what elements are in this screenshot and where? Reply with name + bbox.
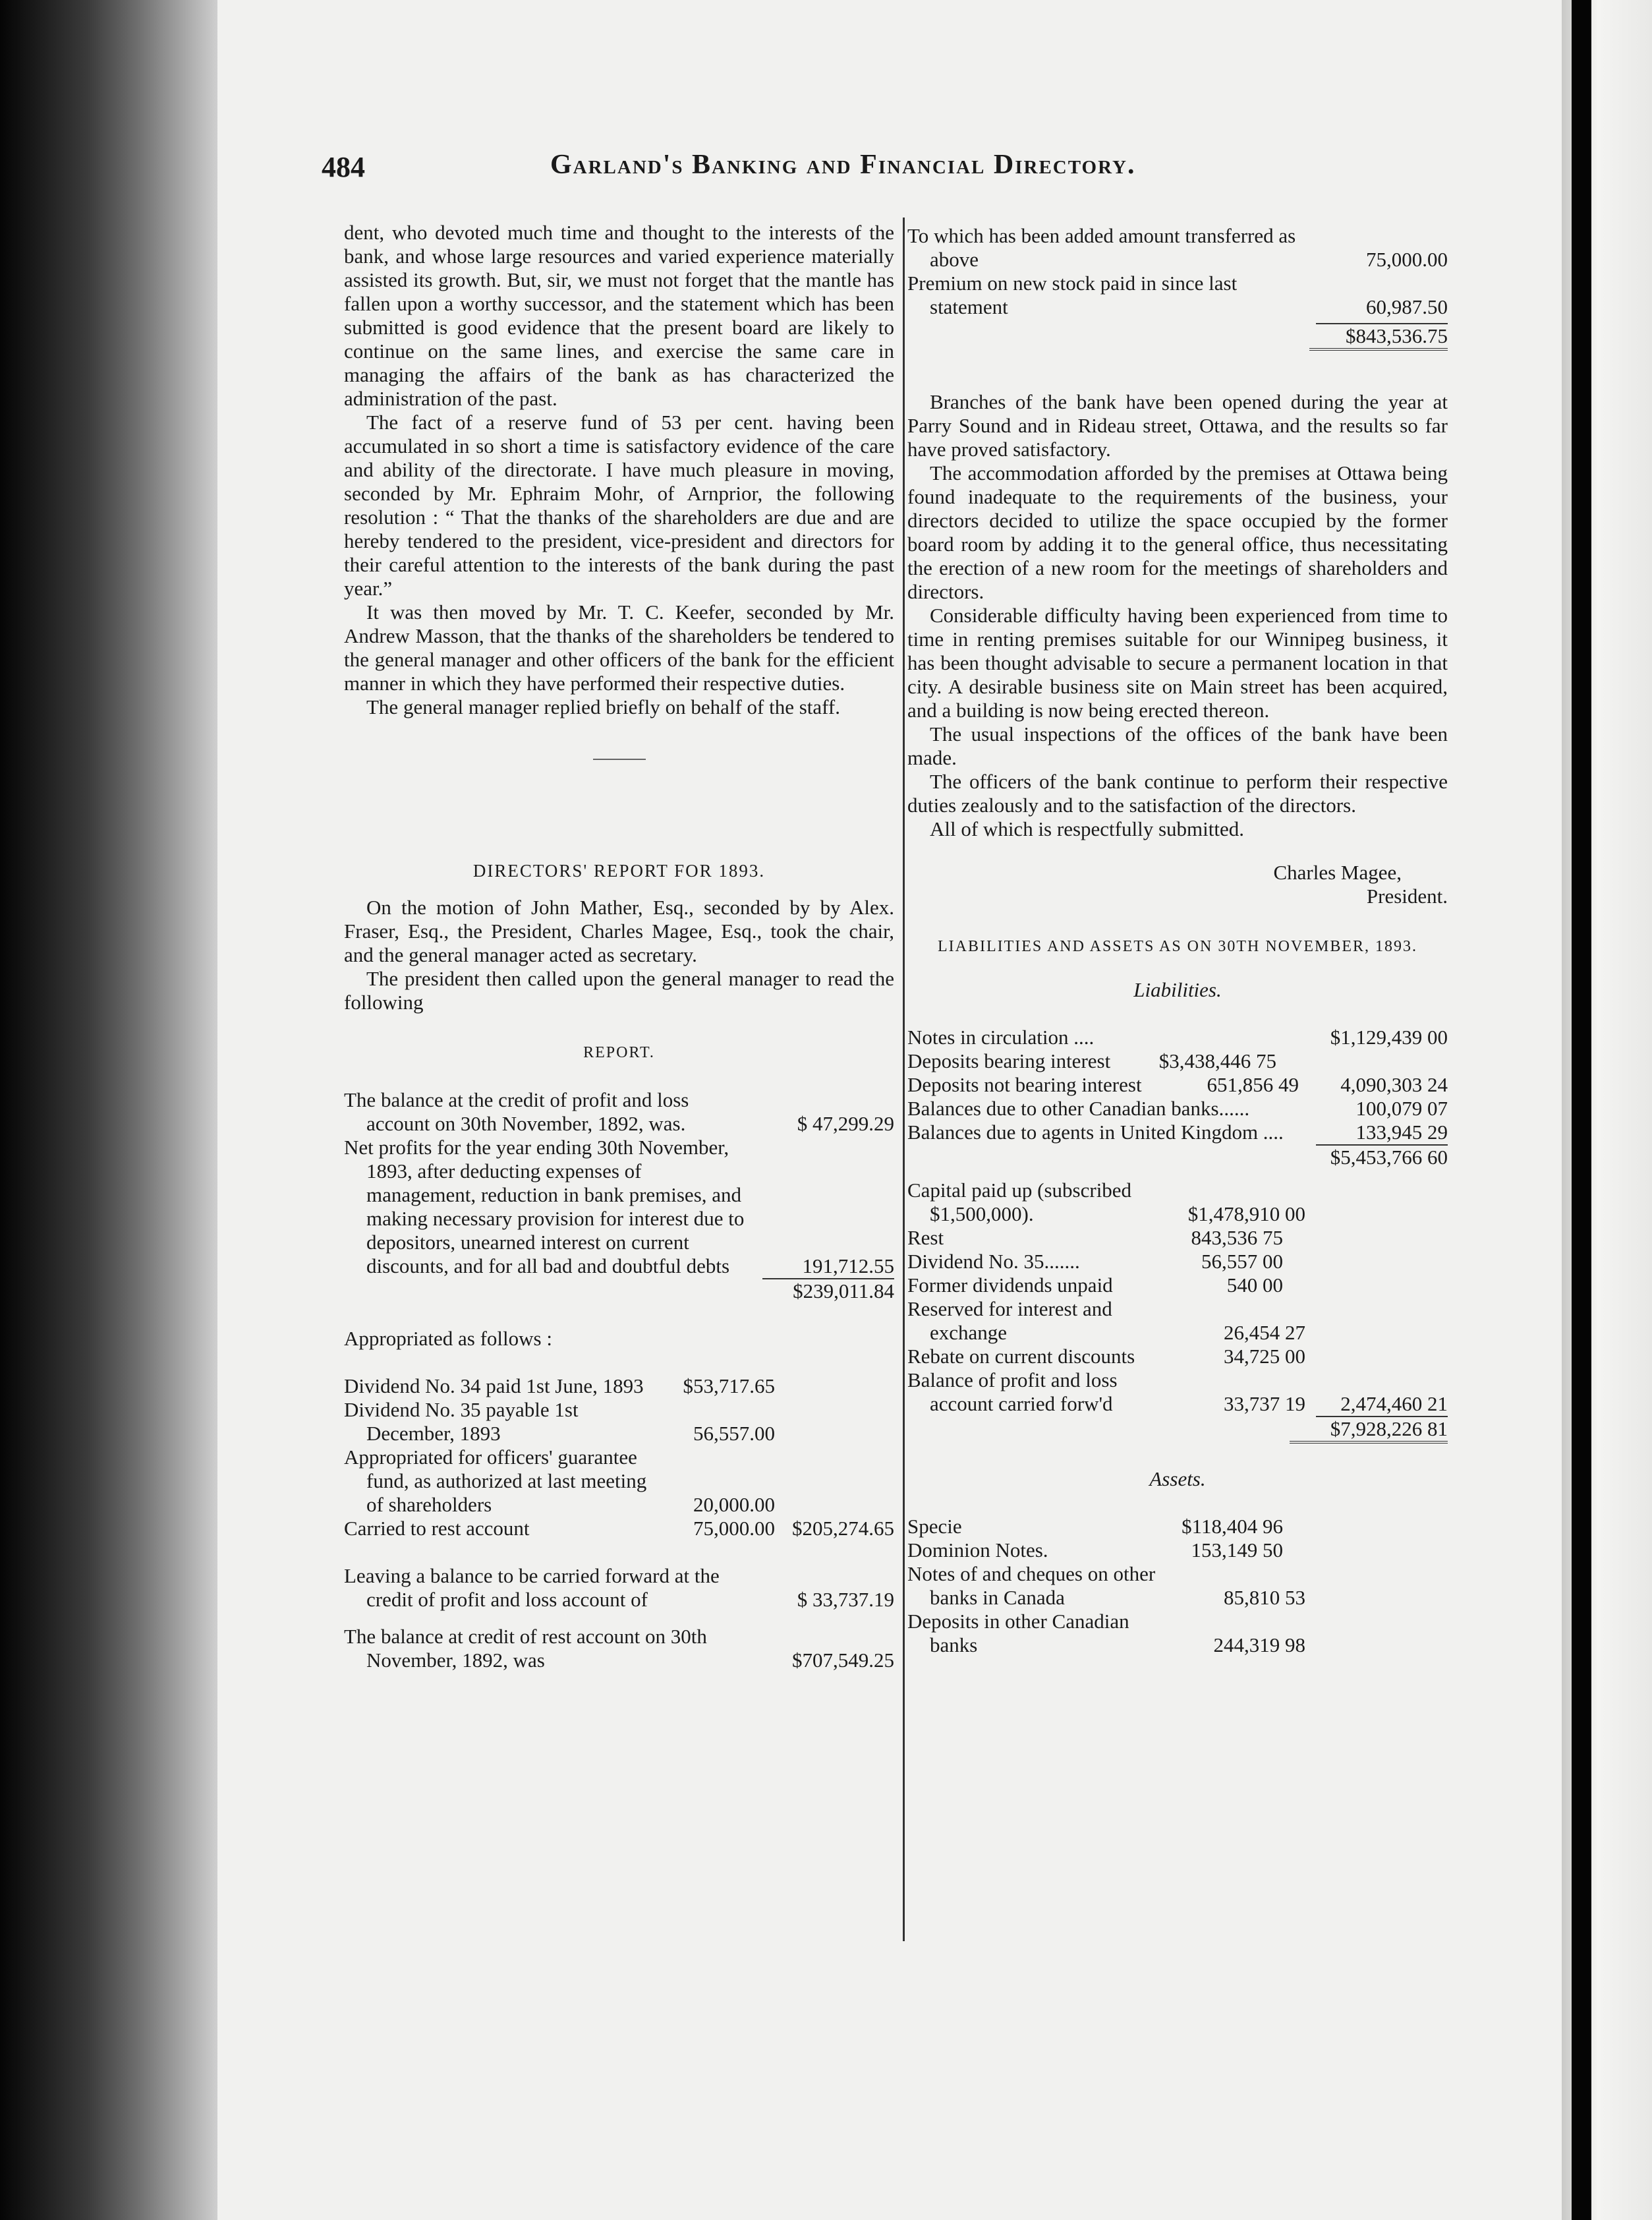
row-amount: 75,000.00 — [1366, 248, 1448, 271]
ledger-row — [907, 1097, 1448, 1121]
row-amount: 20,000.00 — [693, 1493, 775, 1516]
paragraph: dent, who devoted much time and thought to the interests of the bank, and whose large resources and varied experience materially assisted its growth. But, sir, we must not forget that the mantle has fallen upon a worthy successor, and the statement which has been submitted is good evidence that the present board are likely to continue on the same lines, and exercise the same care in managing the affairs of the bank as has characterized the administration of the past. — [344, 221, 894, 410]
paragraph: The general manager replied briefly on behalf of the staff. — [366, 695, 840, 718]
statement-row — [344, 1564, 894, 1612]
paragraph: The usual inspections of the offices of the bank have been made. — [907, 722, 1448, 769]
ledger-row — [907, 1562, 1448, 1610]
sum-row — [344, 1279, 894, 1303]
book-spine — [0, 0, 217, 2220]
ledger-row — [907, 1226, 1448, 1250]
row-amount: 60,987.50 — [1366, 295, 1448, 318]
row-amount: 843,536 75 — [1191, 1226, 1283, 1249]
row-amount: 26,454 27 — [1224, 1321, 1305, 1344]
ledger-row — [907, 1345, 1448, 1368]
row-label: Reserved for interest and exchange — [907, 1297, 1112, 1344]
ledger-row — [907, 1515, 1448, 1538]
row-label: Dividend No. 35....... — [907, 1250, 1080, 1273]
ledger-row — [907, 1179, 1448, 1226]
paragraph: The officers of the bank continue to perform their respective duties zealously and to the satisfaction of the directors. — [907, 770, 1448, 817]
row-amount: 75,000.00 — [693, 1517, 775, 1540]
paragraph: The accommodation afforded by the premises at Ottawa being found inadequate to the requirements of the business, your directors decided to utilize the space occupied by the former board room by adding it to the general office, thus necessitating the erection of a new room for the meetings of shareholders and directors. — [907, 461, 1448, 603]
row-label: Balance of profit and loss account carried forw'd — [907, 1368, 1118, 1415]
row-amount: 56,557.00 — [693, 1422, 775, 1445]
row-label: To which has been added amount transferred as above — [907, 224, 1296, 271]
statement-row — [344, 1446, 894, 1517]
row-amount: $205,274.65 — [792, 1517, 894, 1540]
row-label: Net profits for the year ending 30th November, 1893, after deducting expenses of management, reduction in bank premises, and making necessary provision for interest due to depositors, unearned interest on current discounts, and for all bad and doubtful debts — [344, 1136, 745, 1277]
statement-row — [344, 1136, 894, 1278]
row-amount: $1,478,910 00 — [1187, 1202, 1305, 1225]
ledger-row — [907, 1026, 1448, 1049]
signature-name: Charles Magee, — [1273, 861, 1402, 884]
row-label: The balance at credit of rest account on 30th November, 1892, was — [344, 1625, 707, 1672]
row-amount: $707,549.25 — [792, 1649, 894, 1672]
row-amount: 153,149 50 — [1191, 1538, 1283, 1562]
row-label: Capital paid up (subscribed $1,500,000). — [907, 1179, 1132, 1225]
row-amount: 56,557 00 — [1201, 1250, 1283, 1273]
row-label: Dominion Notes. — [907, 1538, 1048, 1562]
right-column — [907, 224, 1448, 1657]
section-title: LIABILITIES AND ASSETS AS ON 30TH NOVEMBER, 1893. — [937, 938, 1418, 955]
row-label: Deposits bearing interest — [907, 1049, 1111, 1072]
row-amount: $53,717.65 — [683, 1374, 775, 1397]
row-label: Dividend No. 34 paid 1st June, 1893 — [344, 1374, 644, 1397]
row-amount: 4,090,303 24 — [1340, 1073, 1448, 1096]
row-label: Appropriated for officers' guarantee fund, as authorized at last meeting of shareholders — [344, 1446, 647, 1516]
ledger-row — [907, 1250, 1448, 1273]
row-amount: 540 00 — [1226, 1273, 1283, 1297]
row-label: Carried to rest account — [344, 1517, 530, 1540]
ledger-row — [907, 1049, 1448, 1073]
row-label: Rebate on current discounts — [907, 1345, 1135, 1368]
row-label: Balances due to other Canadian banks...... — [907, 1097, 1250, 1120]
row-label: Balances due to agents in United Kingdom .... — [907, 1121, 1284, 1144]
paragraph: The fact of a reserve fund of 53 per cent. having been accumulated in so short a time is satisfactory evidence of the care and ability of the directorate. I have much pleasure in moving, seconded by Mr. Ephraim Mohr, of Arnprior, the following resolution : “ That the thanks of the shareholders are due and are hereby tendered to the president, vice-president and directors for their careful attention to the interests of the bank during the past year.” — [344, 411, 894, 600]
signature-title: President. — [1366, 885, 1448, 908]
paragraph: Branches of the bank have been opened during the year at Parry Sound and in Rideau street, Ottawa, and the results so far have proved satisfactory. — [907, 390, 1448, 461]
paragraph: Considerable difficulty having been experienced from time to time in renting premises suitable for our Winnipeg business, it has been thought advisable to secure a permanent location in that city. A desirable business site on Main street has been acquired, and a building is now being erected thereon. — [907, 604, 1448, 722]
ledger-row — [907, 1297, 1448, 1345]
row-label: Deposits not bearing interest — [907, 1073, 1142, 1096]
row-label: Leaving a balance to be carried forward at the credit of profit and loss account of — [344, 1564, 720, 1611]
ledger-row — [907, 1538, 1448, 1562]
row-amount: $ 33,737.19 — [797, 1588, 894, 1611]
row-label: Dividend No. 35 payable 1st December, 1893 — [344, 1398, 579, 1445]
left-column — [344, 221, 894, 1672]
sum-amount: $239,011.84 — [793, 1279, 894, 1302]
sum-amount: $843,536.75 — [1309, 324, 1448, 351]
sum-row — [907, 1417, 1448, 1444]
row-amount: 133,945 29 — [1355, 1121, 1448, 1144]
subheading: Appropriated as follows : — [344, 1327, 552, 1350]
row-amount: 33,737 19 — [1224, 1392, 1305, 1415]
paragraph: On the motion of John Mather, Esq., seconded by by Alex. Fraser, Esq., the President, Charles Magee, Esq., took the chair, and the general manager acted as secretary. — [344, 896, 894, 966]
divider — [593, 759, 646, 760]
row-label: Notes in circulation .... — [907, 1026, 1095, 1049]
report-title: REPORT. — [583, 1044, 655, 1061]
row-label: The balance at the credit of profit and loss account on 30th November, 1892, was. — [344, 1088, 689, 1135]
row-amount: $118,404 96 — [1182, 1515, 1283, 1538]
statement-row — [344, 1374, 894, 1398]
page-number: 484 — [322, 151, 365, 183]
ledger-row — [907, 1121, 1448, 1144]
row-amount: $ 47,299.29 — [797, 1112, 894, 1135]
section-title: DIRECTORS' REPORT FOR 1893. — [472, 861, 766, 881]
statement-row — [344, 1088, 894, 1136]
row-amount: 34,725 00 — [1224, 1345, 1305, 1368]
page-gap — [1572, 0, 1591, 2220]
statement-row — [907, 224, 1448, 272]
row-label: Specie — [907, 1515, 962, 1538]
ledger-row — [907, 1610, 1448, 1657]
row-amount: 100,079 07 — [1355, 1097, 1448, 1120]
assets-heading: Assets. — [1149, 1467, 1206, 1490]
sum-amount: $5,453,766 60 — [1330, 1146, 1448, 1169]
liabilities-heading: Liabilities. — [1133, 978, 1222, 1001]
row-label: Notes of and cheques on other banks in Canada — [907, 1562, 1156, 1609]
row-amount: 244,319 98 — [1213, 1633, 1305, 1656]
row-label: Former dividends unpaid — [907, 1273, 1113, 1297]
row-amount: $1,129,439 00 — [1330, 1026, 1448, 1049]
row-amount: 191,712.55 — [802, 1254, 894, 1277]
running-title: Garland's Banking and Financial Directory. — [550, 150, 1136, 180]
sum-row — [907, 324, 1448, 351]
paragraph: All of which is respectfully submitted. — [930, 817, 1244, 840]
row-label: Premium on new stock paid in since last statement — [907, 272, 1238, 318]
row-amount: 651,856 49 — [1207, 1073, 1299, 1096]
signature — [907, 861, 1448, 908]
paragraph: The president then called upon the general manager to read the following — [344, 967, 894, 1014]
sum-amount: $7,928,226 81 — [1290, 1417, 1448, 1444]
statement-row — [907, 272, 1448, 319]
paragraph: It was then moved by Mr. T. C. Keefer, seconded by Mr. Andrew Masson, that the thanks of the shareholders be tendered to the general manager and other officers of the bank for the efficient manner in which they have performed their respective duties. — [344, 600, 894, 695]
statement-row — [344, 1517, 894, 1540]
ledger-row — [907, 1273, 1448, 1297]
row-amount: 2,474,460 21 — [1340, 1392, 1448, 1415]
column-divider — [903, 218, 905, 1941]
ledger-row — [907, 1368, 1448, 1416]
row-amount: $3,438,446 75 — [1158, 1049, 1276, 1072]
statement-row — [344, 1625, 894, 1672]
row-amount: 85,810 53 — [1224, 1586, 1305, 1609]
row-label: Rest — [907, 1226, 944, 1249]
ledger-row — [907, 1073, 1448, 1097]
sum-row — [907, 1146, 1448, 1169]
statement-row — [344, 1398, 894, 1446]
row-label: Deposits in other Canadian banks — [907, 1610, 1129, 1656]
